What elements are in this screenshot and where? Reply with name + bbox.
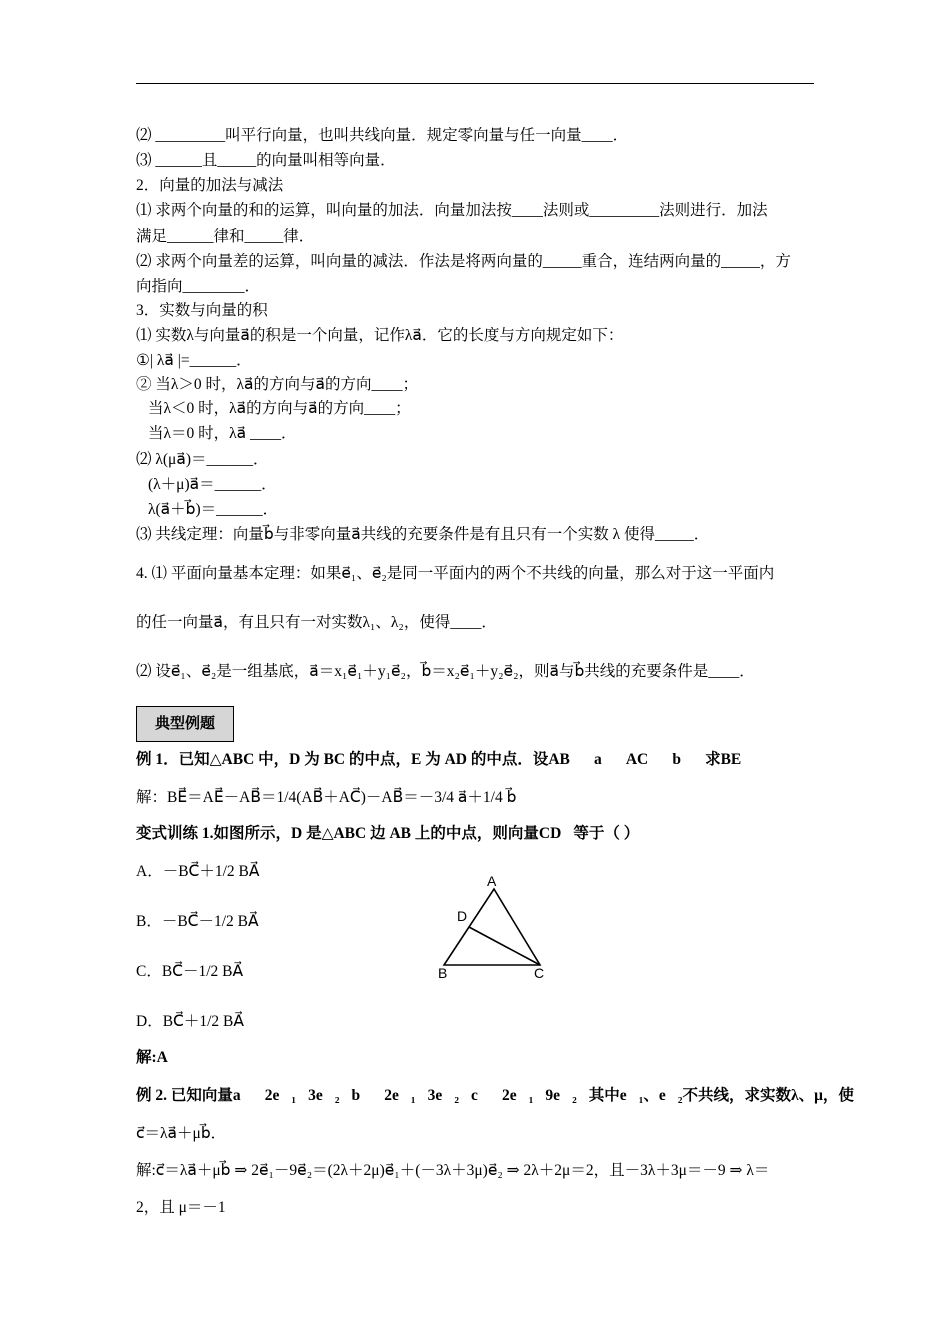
text-line: ⑴ 求两个向量的和的运算，叫向量的加法．向量加法按____法则或_________法则进行．加法	[136, 202, 768, 219]
example-2: 例 2. 已知向量a⃗＝2e⃗₁－3e⃗₂，b⃗＝2e⃗₁＋3e⃗₂，c⃗＝2e⃗₁－9e⃗₂，其中e⃗₁、e⃗₂不共线，求实数λ、μ，使	[136, 1087, 854, 1104]
text-line: ② 当λ＞0 时，λa⃗的方向与a⃗的方向____；	[136, 376, 419, 393]
text-line: ①| λa⃗ |=______．	[136, 352, 252, 369]
label-a: A	[487, 873, 497, 889]
example-2-solution: 解:c⃗＝λa⃗＋μb⃗ ⇒ 2e⃗₁－9e⃗₂＝(2λ＋2μ)e⃗₁＋(－3λ＋3μ)e⃗₂ ⇒ 2λ＋2μ＝2，且－3λ＋3μ＝－9 ⇒ λ＝	[136, 1162, 770, 1179]
option-a: A．－BC⃗＋1/2 BA⃗	[136, 863, 260, 880]
option-c: C．BC⃗－1/2 BA⃗	[136, 963, 244, 980]
answer-1: 解:A	[136, 1049, 168, 1066]
text-line: ⑵ 求两个向量差的运算，叫向量的减法．作法是将两向量的_____重合，连结两向量的_____，方	[136, 253, 791, 270]
section-heading: 4. ⑴ 平面向量基本定理：如果e⃗₁、e⃗₂是同一平面内的两个不共线的向量，那么对于这一平面内	[136, 565, 775, 582]
example-2-continued: c⃗＝λa⃗＋μb⃗．	[136, 1125, 227, 1142]
text-line: ⑵ 设e⃗₁、e⃗₂是一组基底，a⃗＝x₁e⃗₁＋y₁e⃗₂，b⃗＝x₂e⃗₁＋y₂e⃗₂，则a⃗与b⃗共线的充要条件是____．	[136, 663, 755, 680]
example-2-solution-continued: 2，且 μ＝－1	[136, 1199, 226, 1216]
option-d: D．BC⃗＋1/2 BA⃗	[136, 1013, 244, 1030]
example-1-solution: 解：BE⃗＝AE⃗－AB⃗＝1/4(AB⃗＋AC⃗)－AB⃗＝－3/4 a⃗＋1/4 b⃗	[136, 789, 517, 806]
text-line: ⑵ _________叫平行向量，也叫共线向量．规定零向量与任一向量____．	[136, 127, 629, 144]
option-b: B．－BC⃗－1/2 BA⃗	[136, 913, 259, 930]
label-b: B	[438, 965, 448, 981]
triangle-figure	[430, 870, 560, 985]
text-line: 的任一向量a⃗，有且只有一对实数λ₁、λ₂，使得____．	[136, 614, 497, 631]
text-line: ⑴ 实数λ与向量a⃗的积是一个向量，记作λa⃗．它的长度与方向规定如下：	[136, 327, 624, 344]
header-rule	[136, 83, 814, 84]
text-line: 向指向________．	[136, 278, 261, 295]
text-line: (λ＋μ)a⃗＝______．	[148, 476, 277, 493]
text-line: ⑶ 共线定理：向量b⃗与非零向量a⃗共线的充要条件是有且只有一个实数 λ 使得_____．	[136, 526, 710, 543]
text-line: 满足______律和_____律．	[136, 228, 315, 245]
example-1: 例 1．已知△ABC 中，D 为 BC 的中点，E 为 AD 的中点．设AB⃗＝a⃗，AC⃗＝b⃗，求BE⃗．	[136, 751, 766, 768]
section-heading: 2．向量的加法与减法	[136, 177, 284, 194]
text-line: λ(a⃗＋b⃗)＝______．	[148, 501, 279, 518]
label-c: C	[534, 965, 545, 981]
text-line: 当λ＜0 时，λa⃗的方向与a⃗的方向____；	[148, 400, 411, 417]
section-label-box: 典型例题	[136, 706, 234, 742]
label-d: D	[457, 908, 468, 924]
text-line: ⑵ λ(μa⃗)＝______．	[136, 451, 269, 468]
text-line: 当λ＝0 时，λa⃗ ____．	[148, 425, 297, 442]
triangle-abc	[444, 889, 540, 965]
section-heading: 3．实数与向量的积	[136, 302, 268, 319]
variant-exercise-1: 变式训练 1.如图所示，D 是△ABC 边 AB 上的中点，则向量CD⃗等于（ ）	[136, 825, 640, 842]
text-line: ⑶ ______且_____的向量叫相等向量．	[136, 152, 396, 169]
